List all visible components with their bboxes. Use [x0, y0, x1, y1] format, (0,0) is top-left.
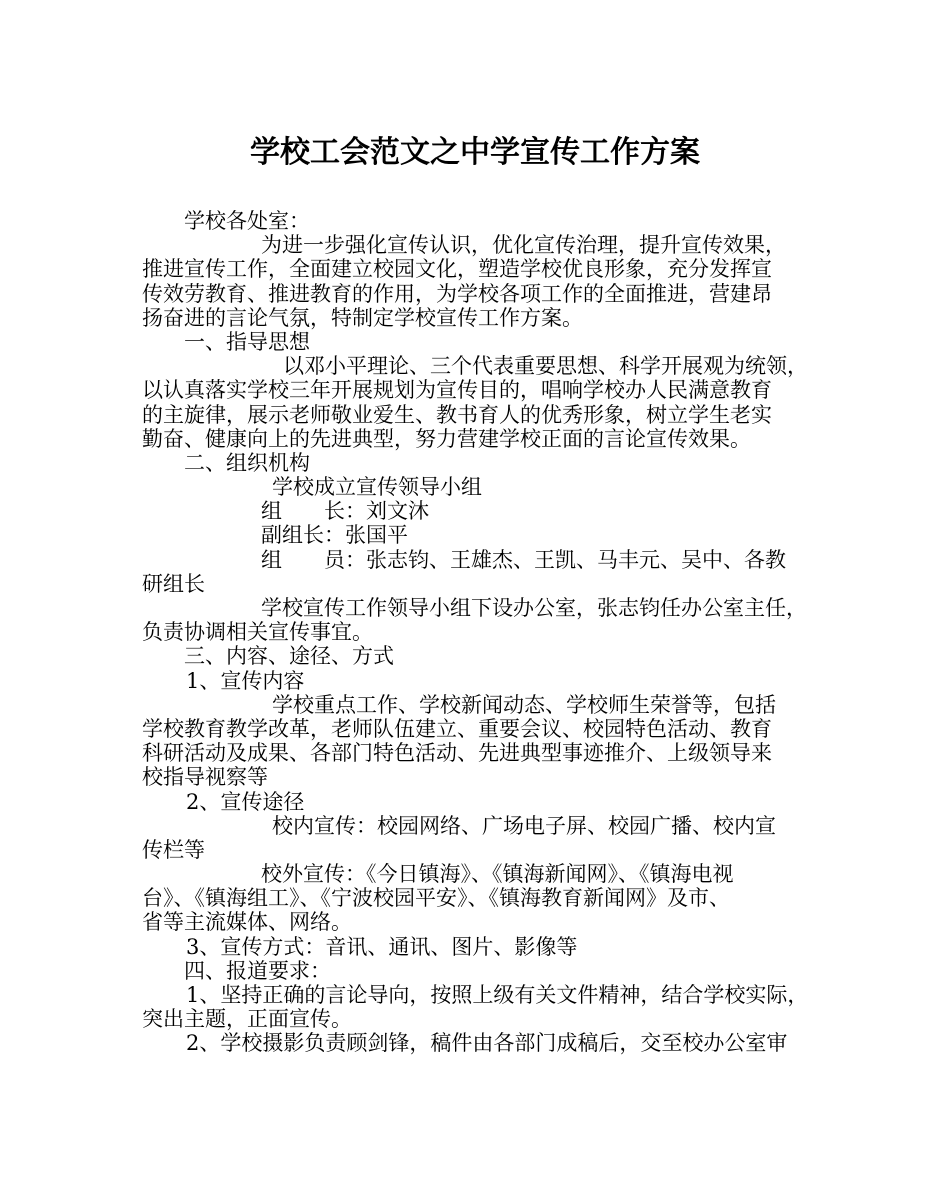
member-line: 组 员：张志钧、王雄杰、王凯、马丰元、吴中、各教	[261, 547, 786, 572]
paragraph-line: 校外宣传：《今日镇海》、《镇海新闻网》、《镇海电视	[261, 862, 734, 887]
salutation-line: 学校各处室：	[184, 209, 310, 233]
paragraph-line: 推进宣传工作，全面建立校园文化，塑造学校优良形象，充分发挥宣	[142, 257, 772, 282]
paragraph-line: 学校宣传工作领导小组下设办公室，张志钧任办公室主任，	[261, 596, 807, 620]
paragraph-line: 学校成立宣传领导小组	[272, 475, 482, 500]
section-heading: 四、报道要求：	[184, 958, 331, 983]
paragraph-line: 校指导视察等	[142, 765, 268, 790]
subsection-heading: 1、宣传内容	[186, 668, 305, 693]
document-body	[142, 209, 842, 1056]
section-heading: 三、内容、途径、方式	[184, 644, 394, 669]
paragraph-line: 勤奋、健康向上的先进典型，努力营建学校正面的言论宣传效果。	[142, 426, 751, 451]
paragraph-line: 学校重点工作、学校新闻动态、学校师生荣誉等，包括	[272, 692, 776, 717]
paragraph-line: 省等主流媒体、网络。	[142, 910, 352, 935]
paragraph-line: 学校教育教学改革，老师队伍建立、重要会议、校园特色活动、教育	[142, 716, 772, 741]
member-line: 组 长：刘文沐	[261, 499, 429, 524]
subsection-heading: 2、宣传途径	[186, 789, 305, 814]
document-title: 学校工会范文之中学宣传工作方案	[250, 135, 700, 170]
paragraph-line: 传栏等	[142, 837, 205, 862]
paragraph-line: 突出主题，正面宣传。	[142, 1007, 352, 1032]
member-line: 研组长	[142, 571, 205, 596]
member-line: 副组长：张国平	[261, 523, 408, 548]
subsection-heading: 3、宣传方式：音讯、通讯、图片、影像等	[186, 934, 578, 959]
paragraph-line: 以认真落实学校三年开展规划为宣传目的，唱响学校办人民满意教育	[142, 378, 772, 403]
section-heading: 二、组织机构	[184, 450, 310, 475]
paragraph-line: 校内宣传：校园网络、广场电子屏、校园广播、校内宣	[272, 813, 776, 838]
paragraph-line: 台》、《镇海组工》、《宁波校园平安》、《镇海教育新闻网》及市、	[142, 886, 730, 911]
section-heading: 一、指导思想	[184, 329, 310, 354]
paragraph-line: 的主旋律，展示老师敬业爱生、教书育人的优秀形象，树立学生老实	[142, 402, 772, 427]
paragraph-line: 为进一步强化宣传认识，优化宣传治理，提升宣传效果，	[261, 233, 786, 258]
paragraph-line: 负责协调相关宣传事宜。	[142, 620, 373, 645]
paragraph-line: 科研活动及成果、各部门特色活动、先进典型事迹推介、上级领导来	[142, 741, 772, 766]
paragraph-line: 以邓小平理论、三个代表重要思想、科学开展观为统领，	[283, 354, 808, 379]
paragraph-line: 1、坚持正确的言论导向，按照上级有关文件精神，结合学校实际，	[186, 983, 809, 1007]
paragraph-line: 传效劳教育、推进教育的作用，为学校各项工作的全面推进，营建昂	[142, 281, 772, 306]
paragraph-line: 扬奋进的言论气氛，特制定学校宣传工作方案。	[142, 305, 583, 330]
paragraph-line: 2、学校摄影负责顾剑锋，稿件由各部门成稿后，交至校办公室审	[186, 1031, 788, 1056]
